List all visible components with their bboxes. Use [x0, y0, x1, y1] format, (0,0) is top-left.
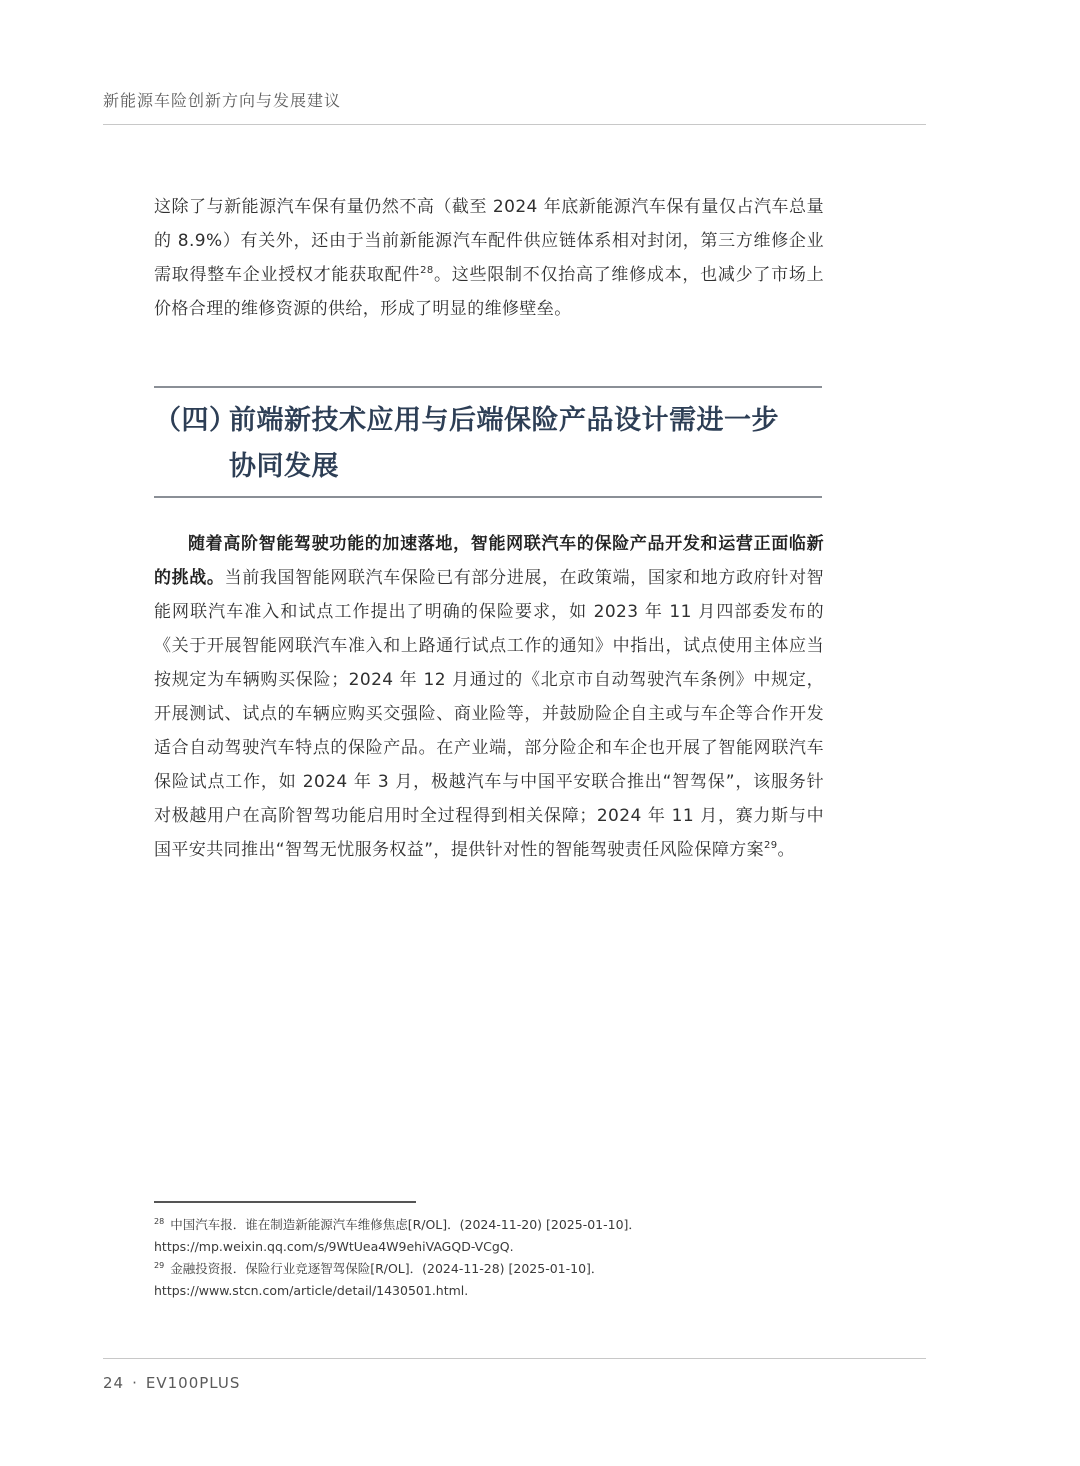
- running-header: 新能源车险创新方向与发展建议: [103, 91, 342, 110]
- paragraph-1-text-b: 。这些限制不仅抬高了维修成本，也减少了市场上价格合理的维修资源的供给，形成了明显的维修壁垒。: [154, 265, 824, 319]
- footer-separator: ·: [132, 1374, 138, 1392]
- section-title-line-2: 协同发展: [229, 451, 339, 482]
- section-title-line-1: 前端新技术应用与后端保险产品设计需进一步: [229, 405, 779, 436]
- footnote-divider: [154, 1201, 416, 1203]
- footnote-text: 金融投资报．保险行业竞逐智驾保险[R/OL]．(2024-11-28) [2025-01-10]．https://www.stcn.com/article/detail/1430501.html.: [154, 1261, 604, 1298]
- section-heading: [154, 398, 824, 490]
- body-paragraph-2: [154, 527, 824, 867]
- section-rule-bottom: [154, 496, 822, 498]
- paragraph-1-text-a: 这除了与新能源汽车保有量仍然不高（截至 2024 年底新能源汽车保有量仅占汽车总量的 8.9%）有关外，还由于当前新能源汽车配件供应链体系相对封闭，第三方维修企业需取得整车企业授权才能获取配件: [154, 197, 824, 285]
- footnote-number: 28: [154, 1217, 165, 1226]
- footer-brand: EV100PLUS: [145, 1374, 241, 1392]
- header-divider: [103, 124, 926, 125]
- section-rule-top: [154, 386, 822, 388]
- page-number: 24: [103, 1374, 125, 1392]
- footnotes: [154, 1214, 674, 1302]
- paragraph-2-lead: 随着高阶智能驾驶功能的加速落地，智能网联汽车的保险产品开发和运营正面临新的挑战。: [154, 534, 824, 588]
- footnote-ref-28[interactable]: 28: [420, 265, 434, 276]
- section-number: （四）: [154, 405, 237, 436]
- footnote-ref-29[interactable]: 29: [764, 840, 778, 851]
- paragraph-2-text-b: 。: [777, 840, 795, 860]
- footnote-28: [154, 1214, 674, 1258]
- page-footer: [103, 1374, 240, 1392]
- footnote-number: 29: [154, 1261, 165, 1270]
- footnote-29: [154, 1258, 674, 1302]
- body-paragraph-1: [154, 190, 824, 326]
- paragraph-2-text-a: 当前我国智能网联汽车保险已有部分进展，在政策端，国家和地方政府针对智能网联汽车准入和试点工作提出了明确的保险要求，如 2023 年 11 月四部委发布的《关于开展智能网联汽车准入和上路通行试点工作的通知》中指出，试点使用主体应当按规定为车辆购买保险；2024 年 12 月通过的《北京市自动驾驶汽车条例》中规定，开展测试、试点的车辆应购买交强险、商业险等，并鼓励险企自主或与车企等合作开发适合自动驾驶汽车特点的保险产品。在产业端，部分险企和车企也开展了智能网联汽车保险试点工作，如 2024 年 3 月，极越汽车与中国平安联合推出“智驾保”，该服务针对极越用户在高阶智驾功能启用时全过程得到相关保障；2024 年 11 月，赛力斯与中国平安共同推出“智驾无忧服务权益”，提供针对性的智能驾驶责任风险保障方案: [154, 568, 824, 860]
- footnote-text: 中国汽车报．谁在制造新能源汽车维修焦虑[R/OL]．(2024-11-20) [2025-01-10]．https://mp.weixin.qq.com/s/9WtUea4W9ehiVAGQD-VCgQ.: [154, 1217, 641, 1254]
- footer-divider: [103, 1358, 926, 1359]
